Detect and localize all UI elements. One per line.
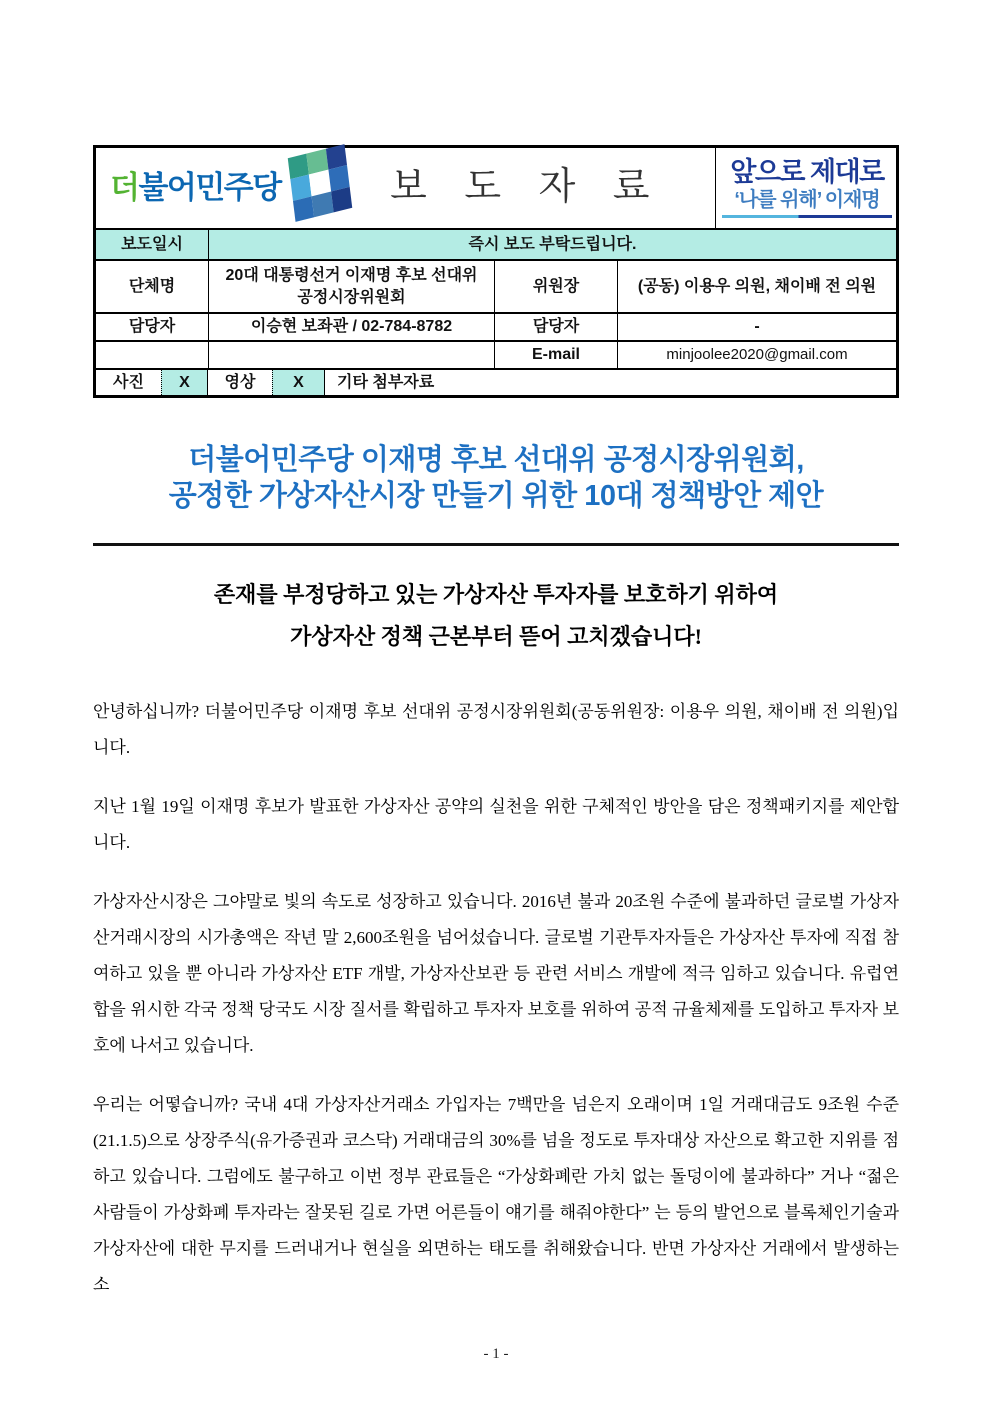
email-value: minjoolee2020@gmail.com bbox=[617, 342, 896, 368]
headline-divider bbox=[93, 543, 899, 546]
party-logo-text bbox=[110, 167, 281, 209]
party-logo-first-char: 더 bbox=[110, 170, 139, 206]
body-paragraph-1: 안녕하십니까? 더불어민주당 이재명 후보 선대위 공정시장위원회(공동위원장: 이용우 의원, 채이배 전 의원)입니다. bbox=[93, 702, 899, 757]
press-release-headline bbox=[93, 442, 899, 514]
release-date-value: 즉시 보도 부탁드립니다. bbox=[208, 230, 896, 259]
contact-value: 이승현 보좌관 / 02-784-8782 bbox=[208, 314, 494, 340]
video-checkbox-mark: X bbox=[272, 370, 324, 395]
party-flag-icon bbox=[287, 144, 351, 222]
organization-value-line1: 20대 대통령선거 이재명 후보 선대위 bbox=[225, 266, 478, 284]
body-paragraph-4: 우리는 어떻습니까? 국내 4대 가상자산거래소 가입자는 7백만을 넘은지 오래이며 1일 거래대금도 9조원 수준(21.1.5)으로 상장주식(유가증권과 코스닥) 거래대금의 30%를 넘을 정도로 투자대상 자산으로 확고한 지위를 점하고 있습니다. 그럼에도 불구하고 이번 정부 관료들은 “가상화폐란 가치 없는 돌덩이에 불과하다” 거나 “젊은 사람들이 가상화폐 투자라는 잘못된 길로 가면 어른들이 얘기를 해줘야한다” 는 등의 발언으로 블록체인기술과 가상자산에 대한 무지를 드러내거나 현실을 외면하는 태도를 취해왔습니다. 반면 가상자산 거래에서 발생하는 소 bbox=[93, 1095, 899, 1294]
attachments-row bbox=[96, 368, 896, 395]
masthead-cell bbox=[96, 148, 715, 228]
release-date-row bbox=[96, 228, 896, 259]
headline-line1: 더불어민주당 이재명 후보 선대위 공정시장위원회, bbox=[188, 444, 804, 476]
campaign-slogan bbox=[715, 148, 898, 228]
masthead-row bbox=[96, 148, 896, 228]
party-logo-rest: 불어민주당 bbox=[138, 170, 281, 206]
body-paragraph-3: 가상자산시장은 그야말로 빛의 속도로 성장하고 있습니다. 2016년 불과 20조원 수준에 불과하던 글로벌 가상자산거래시장의 시가총액은 작년 말 2,600조원을 넘어섰습니다. 글로벌 기관투자자들은 가상자산 투자에 직접 참여하고 있을 뿐 아니라 가상자산 ETF 개발, 가상자산보관 등 관련 서비스 개발에 적극 임하고 있습니다. 유럽연합을 위시한 각국 정책 당국도 시장 질서를 확립하고 투자자 보호를 위하여 공적 규율체제를 도입하고 투자자 보호에 나서고 있습니다. bbox=[93, 892, 899, 1055]
contact2-value: - bbox=[617, 314, 896, 340]
release-date-label: 보도일시 bbox=[96, 230, 208, 259]
press-release-body bbox=[93, 694, 899, 1303]
etc-attachment-label: 기타 첨부자료 bbox=[324, 370, 896, 395]
headline-line2: 공정한 가상자산시장 만들기 위한 10대 정책방안 제안 bbox=[168, 480, 824, 512]
organization-value-line2: 공정시장위원회 bbox=[297, 288, 406, 306]
slogan-underline bbox=[722, 215, 892, 218]
contact-label: 담당자 bbox=[128, 318, 176, 336]
email-row bbox=[96, 340, 896, 368]
document-type-title: 보 도 자 료 bbox=[390, 166, 664, 209]
email-row-empty-cell-2 bbox=[208, 342, 494, 368]
organization-row bbox=[96, 259, 896, 312]
email-label: E-mail bbox=[494, 342, 617, 368]
body-paragraph-2: 지난 1월 19일 이재명 후보가 발표한 가상자산 공약의 실천을 위한 구체적인 방안을 담은 정책패키지를 제안합니다. bbox=[93, 797, 899, 852]
slogan-line2: ‘나를 위해’ 이재명 bbox=[734, 188, 880, 211]
chair-value: (공동) 이용우 의원, 채이배 전 의원 bbox=[617, 261, 896, 312]
page-number: - 1 - bbox=[483, 1346, 509, 1362]
photo-label: 사진 bbox=[113, 373, 144, 391]
contact-row bbox=[96, 312, 896, 340]
organization-value bbox=[208, 261, 494, 312]
chair-label: 위원장 bbox=[494, 261, 617, 312]
press-release-subtitle bbox=[93, 574, 899, 658]
press-release-page bbox=[93, 0, 899, 1303]
slogan-line1: 앞으로 제대로 bbox=[730, 157, 884, 188]
press-release-header-table bbox=[93, 145, 899, 398]
subtitle-line2: 가상자산 정책 근본부터 뜯어 고치겠습니다! bbox=[290, 624, 702, 649]
email-row-empty-cell-1 bbox=[96, 342, 208, 368]
contact2-label: 담당자 bbox=[494, 314, 617, 340]
organization-label: 단체명 bbox=[128, 277, 176, 295]
photo-checkbox-mark: X bbox=[161, 370, 207, 395]
subtitle-line1: 존재를 부정당하고 있는 가상자산 투자자를 보호하기 위하여 bbox=[213, 582, 779, 607]
party-logo bbox=[110, 151, 349, 225]
video-label: 영상 bbox=[207, 370, 272, 395]
